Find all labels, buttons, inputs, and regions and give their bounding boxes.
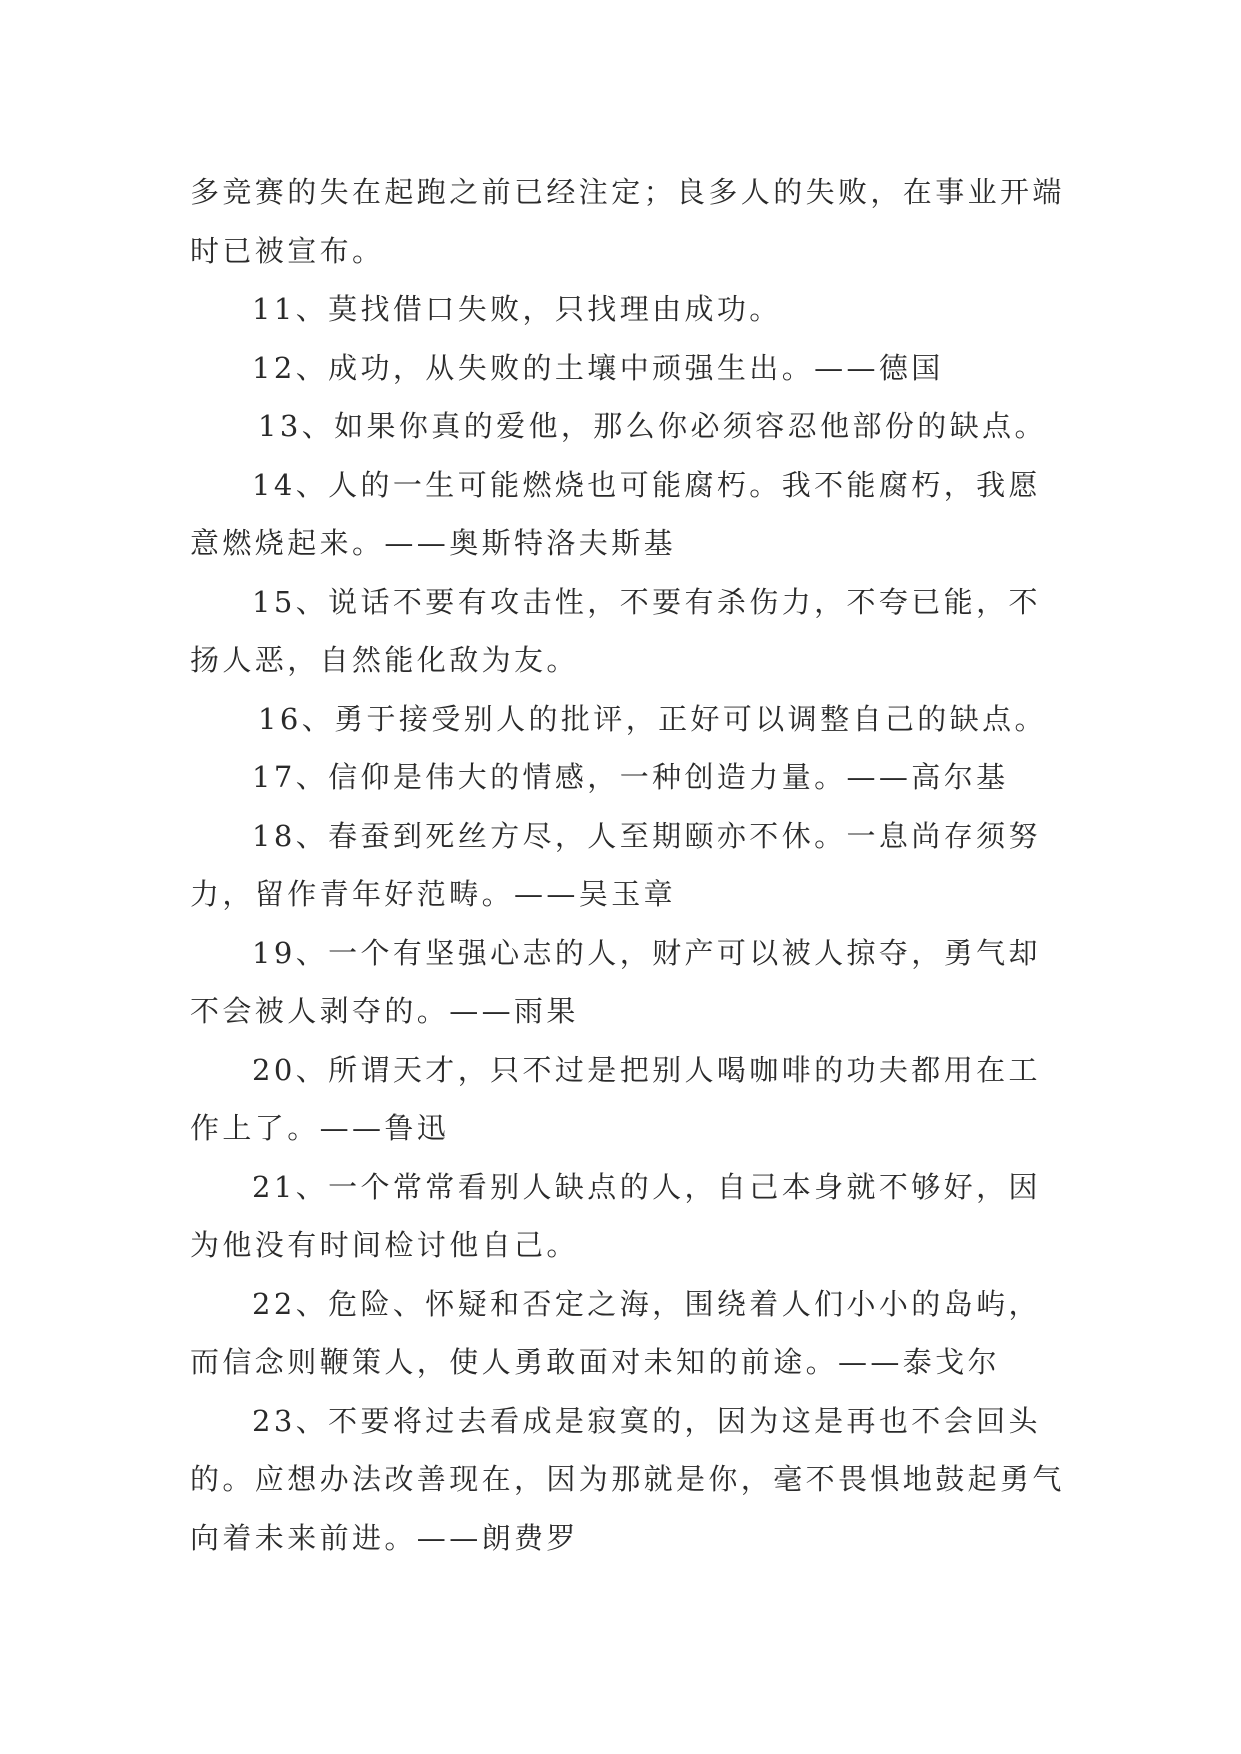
quote-18: 18、春蚕到死丝方尽，人至期颐亦不休。一息尚存须努力，留作青年好范畴。——吴玉章 (190, 818, 1041, 911)
quote-21: 21、一个常常看别人缺点的人，自己本身就不够好，因为他没有时间检讨他自己。 (190, 1169, 1041, 1262)
quote-17: 17、信仰是伟大的情感，一种创造力量。——高尔基 (252, 760, 1009, 794)
quote-14: 14、人的一生可能燃烧也可能腐朽。我不能腐朽，我愿意燃烧起来。——奥斯特洛夫斯基 (190, 467, 1041, 560)
quote-16: 16、勇于接受别人的批评，正好可以调整自己的缺点。 (258, 701, 1047, 736)
quote-12: 12、成功，从失败的土壤中顽强生出。——德国 (252, 350, 944, 385)
quote-15: 15、说话不要有攻击性，不要有杀伤力，不夸已能，不扬人恶，自然能化敌为友。 (190, 584, 1041, 677)
document-body (190, 163, 1070, 1567)
quote-20: 20、所谓天才，只不过是把别人喝咖啡的功夫都用在工作上了。——鲁迅 (190, 1052, 1041, 1145)
quote-19: 19、一个有坚强心志的人，财产可以被人掠夺，勇气却不会被人剥夺的。——雨果 (190, 935, 1041, 1028)
quote-22: 22、危险、怀疑和否定之海，围绕着人们小小的岛屿，而信念则鞭策人，使人勇敢面对未知的前途。——泰戈尔 (190, 1286, 1041, 1379)
paragraph-continuation: 多竞赛的失在起跑之前已经注定；良多人的失败，在事业开端时已被宣布。 (190, 175, 1065, 268)
quote-11: 11、莫找借口失败，只找理由成功。 (252, 292, 782, 326)
quote-13: 13、如果你真的爱他，那么你必须容忍他部份的缺点。 (258, 409, 1047, 443)
quote-23: 23、不要将过去看成是寂寞的，因为这是再也不会回头的。应想办法改善现在，因为那就是你，毫不畏惧地鼓起勇气向着未来前进。——朗费罗 (190, 1403, 1065, 1555)
